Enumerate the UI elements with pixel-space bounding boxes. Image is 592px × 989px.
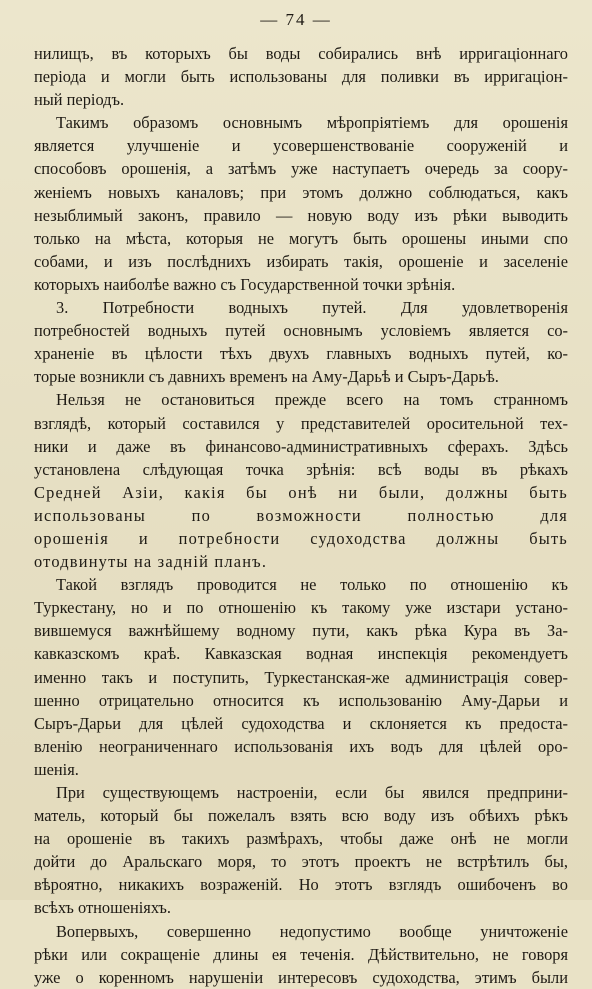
text-line: Сыръ-Дарьи для цѣлей судоходства и склоняется къ предоста- [34,713,568,733]
text-line: на орошеніе въ такихъ размѣрахъ, чтобы даже онѣ не могли [34,829,568,849]
text-line: орошенія и потребности судоходства должны быть [34,528,568,548]
text-line: храненіе въ цѣлости тѣхъ двухъ главныхъ водныхъ путей, ко- [34,344,568,364]
text-line: періода и могли быть использованы для поливки въ ирригаціон- [34,67,568,87]
text-line: Такой взглядъ проводится не только по отношенію къ [56,575,568,595]
text-line: вѣроятно, никакихъ возраженій. Но этотъ взглядъ ошибоченъ во [34,875,568,895]
text-line: потребностей водныхъ путей основнымъ условіемъ является со- [34,321,568,341]
text-line: Нельзя не остановиться прежде всего на томъ странномъ [56,390,568,410]
text-line: торые возникли съ давнихъ временъ на Аму-Дарьѣ и Сыръ-Дарьѣ. [34,367,499,387]
text-line: Вопервыхъ, совершенно недопустимо вообще уничтоженіе [56,921,568,941]
text-line: всѣхъ отношеніяхъ. [34,898,171,918]
text-line: является улучшеніе и усовершенствованіе сооруженій и [34,136,568,156]
text-line: 3. Потребности водныхъ путей. Для удовлетворенія [56,298,568,318]
text-line: отодвинуты на задній планъ. [34,552,268,572]
text-line: Туркестану, но и по отношенію къ такому уже изстари устано- [34,598,568,618]
text-line: При существующемъ настроеніи, если бы явился предприни- [56,783,568,802]
text-line: дойти до Аральскаго моря, то этотъ проектъ не встрѣтилъ бы, [34,852,568,872]
page-number: — 74 — [260,10,332,29]
text-line: собами, и изъ послѣднихъ избирать такія, орошеніе и заселеніе [34,251,568,271]
text-line: ный періодъ. [34,90,125,110]
text-line: шенія. [34,759,79,779]
text-line: рѣки или сокращеніе длины ея теченія. Дѣйствительно, не говоря [34,944,568,964]
text-line: незыблимый законъ, правило — новую воду изъ рѣки выводить [34,205,568,225]
text-line: вленію неограниченнаго использованія ихъ водъ для цѣлей оро- [34,736,568,756]
text-line: Такимъ образомъ основнымъ мѣропріятіемъ для орошенія [56,113,568,133]
text-line: способовъ орошенія, а затѣмъ уже наступаетъ очередь за соору- [34,159,568,179]
text-line: именно такъ и поступить, Туркестанская-же администрація совер- [34,667,568,687]
text-line: вившемуся важнѣйшему водному пути, какъ рѣка Кура въ За- [34,621,568,641]
text-line: которыхъ наиболѣе важно съ Государственной точки зрѣнія. [34,274,456,294]
text-line: установлена слѣдующая точка зрѣнія: всѣ воды въ рѣкахъ [34,459,568,479]
text-line: Средней Азіи, какія бы онѣ ни были, должны быть [34,482,568,502]
text-line: уже о коренномъ нарушеніи интересовъ судоходства, этимъ были [34,967,568,987]
text-line: кавказскомъ краѣ. Кавказская водная инспекція рекомендуетъ [34,644,568,664]
text-line: женіемъ новыхъ каналовъ; при этомъ должно соблюдаться, какъ [34,182,568,202]
text-line: шенно отрицательно относится къ использованію Аму-Дарьи и [34,690,568,710]
text-line: нилищъ, въ которыхъ бы воды собирались внѣ ирригаціоннаго [34,44,568,63]
text-line: матель, который бы пожелалъ взять всю воду изъ обѣихъ рѣкъ [34,806,568,826]
text-line: ники и даже въ финансово-административныхъ сферахъ. Здѣсь [34,436,568,456]
text-line: взглядѣ, который составился у представителей оросительной тех- [34,413,568,433]
text-line: использованы по возможности полностью для [34,505,568,525]
body-text [34,42,568,989]
text-line: только на мѣста, которыя не могутъ быть орошены иными спо [34,228,568,248]
